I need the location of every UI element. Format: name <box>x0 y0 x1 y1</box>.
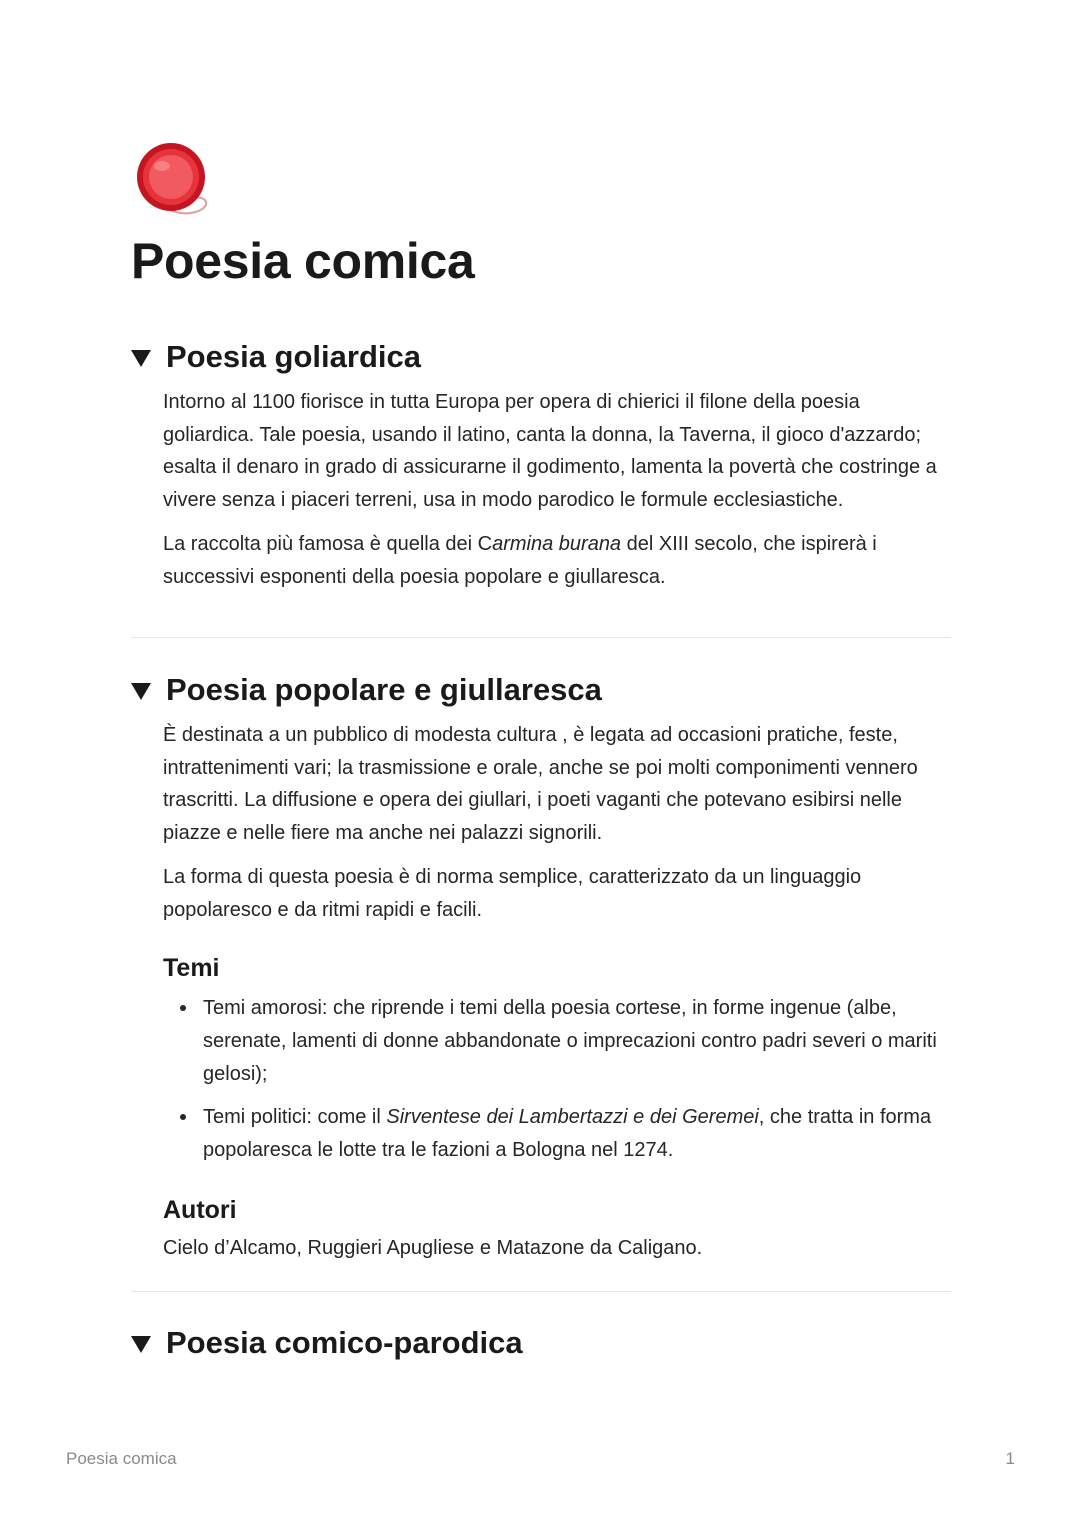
page-title: Poesia comica <box>131 233 475 289</box>
toggle-header-popolare[interactable] <box>131 670 951 710</box>
paragraph: La forma di questa poesia è di norma semplice, caratterizzato da un linguaggio popolaresco e da ritmi rapidi e facili. <box>163 865 862 921</box>
list-item: Temi politici: come il Sirventese dei Lambertazzi e dei Geremei, che tratta in forma popolaresca le lotte tra le fazioni a Bologna nel 1274. <box>203 1101 951 1166</box>
toggle-section-comico-parodica <box>131 1323 951 1363</box>
footer-title: Poesia comica <box>66 1449 177 1468</box>
toggle-section-goliardica <box>131 337 951 593</box>
paragraph: Intorno al 1100 fiorisce in tutta Europa per opera di chierici il filone della poesia goliardica. Tale poesia, usando il latino, canta la donna, la Taverna, il gioco d'azzardo; esalta il denaro in grado di assicurarne il godimento, lamenta la povertà che costringe a vivere senza i piaceri terreni, usa in modo parodico le formule ecclesiastiche. <box>163 391 937 512</box>
list-item: Temi amorosi: che riprende i temi della poesia cortese, in forme ingenue (albe, serenate, lamenti di donne abbandonate o imprecazioni contro padri severi o mariti gelosi); <box>203 992 951 1090</box>
divider <box>131 1291 951 1292</box>
paragraph: È destinata a un pubblico di modesta cultura , è legata ad occasioni pratiche, feste, intrattenimenti vari; la trasmissione e orale, anche se poi molti componimenti vennero trascritti. La diffusione e opera dei giullari, i poeti vaganti che potevano esibirsi nelle piazze e nelle fiere ma anche nei palazzi signorili. <box>163 724 918 845</box>
toggle-triangle-icon[interactable] <box>131 350 151 367</box>
italic-title: Sirventese dei Lambertazzi e dei Geremei <box>386 1106 759 1129</box>
section-heading: Poesia goliardica <box>166 339 421 374</box>
yo-yo-icon <box>134 140 210 216</box>
toggle-triangle-icon[interactable] <box>131 683 151 700</box>
toggle-triangle-icon[interactable] <box>131 1336 151 1353</box>
section-heading: Poesia comico-parodica <box>166 1325 523 1360</box>
bullet-list <box>163 992 951 1167</box>
subheading-autori: Autori <box>163 1195 237 1224</box>
paragraph: La raccolta più famosa è quella dei Carmina burana del XIII secolo, che ispirerà i successivi esponenti della poesia popolare e giullaresca. <box>163 532 877 588</box>
toggle-header-goliardica[interactable] <box>131 337 951 377</box>
subheading-temi: Temi <box>163 954 220 983</box>
paragraph: Cielo d’Alcamo, Ruggieri Apugliese e Matazone da Caligano. <box>163 1236 703 1259</box>
page-number: 1 <box>1005 1449 1015 1468</box>
toggle-section-popolare <box>131 670 951 1264</box>
toggle-header-comico-parodica[interactable] <box>131 1323 951 1363</box>
italic-title: armina burana <box>492 532 622 555</box>
section-heading: Poesia popolare e giullaresca <box>166 672 602 707</box>
divider <box>131 637 951 638</box>
